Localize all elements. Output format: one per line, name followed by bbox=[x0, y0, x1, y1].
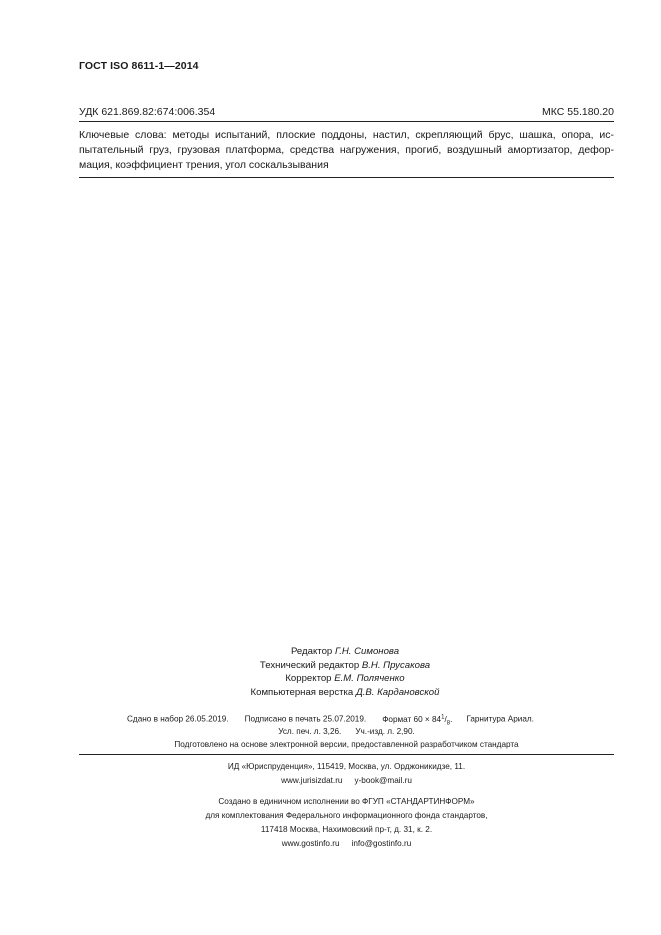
keywords-paragraph bbox=[79, 128, 614, 173]
format-suffix: . bbox=[450, 714, 453, 724]
credit-tech-editor-label: Технический редактор bbox=[259, 659, 360, 671]
credit-tech-editor bbox=[200, 659, 490, 673]
producer-website[interactable]: www.gostinfo.ru bbox=[281, 839, 340, 848]
publisher-address: ИД «Юриспруденция», 115419, Москва, ул. Орджоникидзе, 11. bbox=[227, 762, 466, 771]
credit-corrector-name: Е.М. Поляченко bbox=[334, 673, 405, 684]
keywords-line-2: пытательный груз, грузовая платформа, средства нагружения, прогиб, воздушный амортизатор, дефор- bbox=[79, 144, 614, 156]
print-sheets: Усл. печ. л. 3,26. bbox=[278, 727, 342, 736]
producer-line-1: Создано в единичном исполнении во ФГУП «СТАНДАРТИНФОРМ» bbox=[218, 797, 475, 806]
document-code: ГОСТ ISO 8611-1—2014 bbox=[79, 60, 199, 72]
format-prefix: Формат 60 × 84 bbox=[382, 714, 442, 724]
signed-date: Подписано в печать 25.07.2019. bbox=[244, 714, 367, 724]
keywords-line-1: Ключевые слова: методы испытаний, плоские поддоны, настил, скрепляющий брус, шашка, опора, ис- bbox=[79, 129, 614, 141]
typeface-info: Гарнитура Ариал. bbox=[466, 714, 534, 724]
credit-corrector-label: Корректор bbox=[285, 673, 332, 684]
credit-corrector bbox=[200, 672, 490, 686]
credit-layout bbox=[200, 686, 490, 700]
credits-block bbox=[200, 645, 490, 699]
credit-layout-name: Д.В. Кардановской bbox=[355, 686, 440, 698]
publisher-block bbox=[79, 760, 614, 788]
producer-block bbox=[79, 795, 614, 851]
format-sub: 8 bbox=[446, 720, 451, 727]
format-info: Формат $60 \times 84^1/_8$. bbox=[382, 714, 453, 727]
submitted-date: Сдано в набор 26.05.2019. bbox=[127, 714, 229, 724]
mks-code: МКС 55.180.20 bbox=[542, 106, 614, 118]
producer-email[interactable]: info@gostinfo.ru bbox=[351, 839, 412, 848]
prepared-note: Подготовлено на основе электронной версии, предоставленной разработчиком стандарта bbox=[174, 740, 519, 749]
publisher-sheets: Уч.-изд. л. 2,90. bbox=[355, 727, 415, 736]
keywords-line-3: мация, коэффициент трения, угол соскальзывания bbox=[79, 159, 329, 171]
producer-contacts bbox=[79, 837, 614, 851]
publisher-contacts bbox=[79, 774, 614, 788]
publisher-email[interactable]: y-book@mail.ru bbox=[354, 776, 412, 785]
credit-tech-editor-name: В.Н. Прусакова bbox=[361, 659, 431, 671]
credit-editor bbox=[200, 645, 490, 659]
credit-layout-label: Компьютерная верстка bbox=[250, 686, 354, 698]
keywords-divider bbox=[79, 177, 614, 178]
udk-code: УДК 621.869.82:674:006.354 bbox=[79, 106, 216, 118]
producer-line-3: 117418 Москва, Нахимовский пр-т, д. 31, к. 2. bbox=[260, 825, 433, 834]
publisher-divider bbox=[79, 754, 614, 755]
top-divider bbox=[79, 121, 614, 122]
credit-editor-name: Г.Н. Симонова bbox=[334, 646, 400, 657]
producer-line-2: для комплектования Федерального информационного фонда стандартов, bbox=[205, 811, 488, 820]
format-sup: 1 bbox=[441, 714, 445, 720]
publisher-website[interactable]: www.jurisizdat.ru bbox=[281, 776, 343, 785]
credit-editor-label: Редактор bbox=[290, 646, 333, 657]
